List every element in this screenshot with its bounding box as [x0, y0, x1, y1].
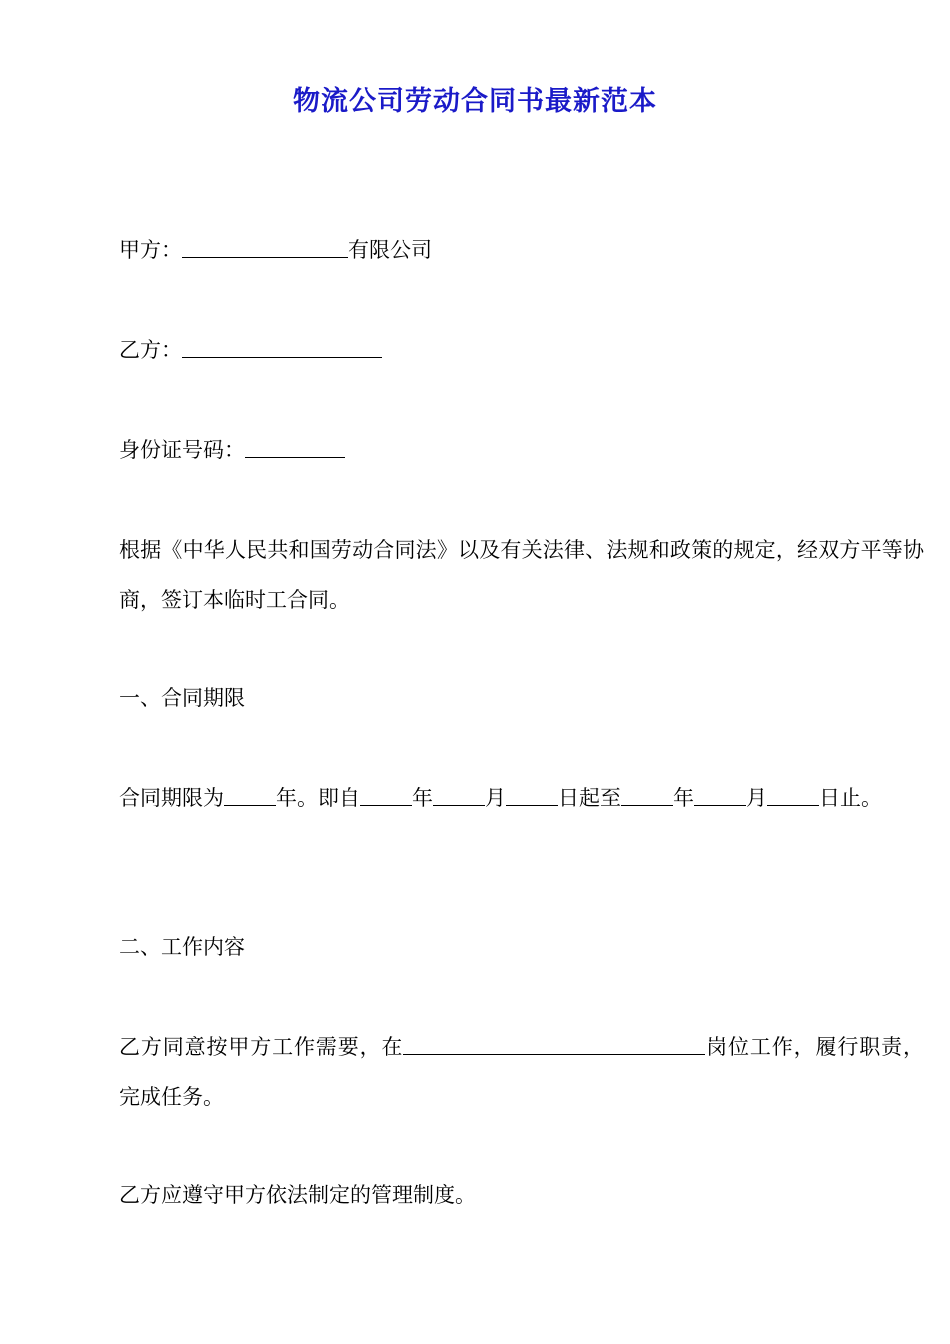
term-text-5: 日起至: [558, 786, 621, 810]
start-year-blank[interactable]: [360, 783, 412, 806]
party-b-blank[interactable]: [182, 335, 382, 358]
term-text-1: 合同期限为: [119, 786, 224, 810]
start-month-blank[interactable]: [433, 783, 485, 806]
party-a-suffix: 有限公司: [348, 238, 432, 262]
term-text-2: 年。即自: [276, 786, 360, 810]
party-b-line: [75, 325, 924, 375]
term-years-blank[interactable]: [224, 783, 276, 806]
term-text-8: 日止。: [819, 786, 882, 810]
preamble-paragraph: 根据《中华人民共和国劳动合同法》以及有关法律、法规和政策的规定，经双方平等协商，签订本临时工合同。: [119, 538, 924, 612]
end-day-blank[interactable]: [767, 783, 819, 806]
party-a-line: [75, 225, 924, 275]
position-blank[interactable]: [403, 1032, 705, 1055]
party-b-label: 乙方：: [119, 338, 182, 362]
term-text-3: 年: [412, 786, 433, 810]
id-number-line: [75, 425, 924, 475]
work-content-paragraph: [75, 1022, 924, 1122]
rules-paragraph: 乙方应遵守甲方依法制定的管理制度。: [119, 1183, 476, 1207]
contract-term-paragraph: [75, 773, 924, 823]
section1-heading: 一、合同期限: [119, 686, 245, 710]
term-text-4: 月: [485, 786, 506, 810]
document-title: 物流公司劳动合同书最新范本: [293, 86, 657, 117]
id-number-blank[interactable]: [245, 435, 345, 458]
id-number-label: 身份证号码：: [119, 438, 245, 462]
term-text-6: 年: [673, 786, 694, 810]
party-a-label: 甲方：: [119, 238, 182, 262]
start-day-blank[interactable]: [506, 783, 558, 806]
term-text-7: 月: [746, 786, 767, 810]
end-month-blank[interactable]: [694, 783, 746, 806]
party-a-blank[interactable]: [182, 235, 348, 258]
end-year-blank[interactable]: [621, 783, 673, 806]
section2-heading: 二、工作内容: [119, 935, 245, 959]
work-text-after: 岗位工作，履行职责，完成任务。: [119, 1035, 925, 1109]
work-text-before: 乙方同意按甲方工作需要，在: [119, 1035, 404, 1059]
